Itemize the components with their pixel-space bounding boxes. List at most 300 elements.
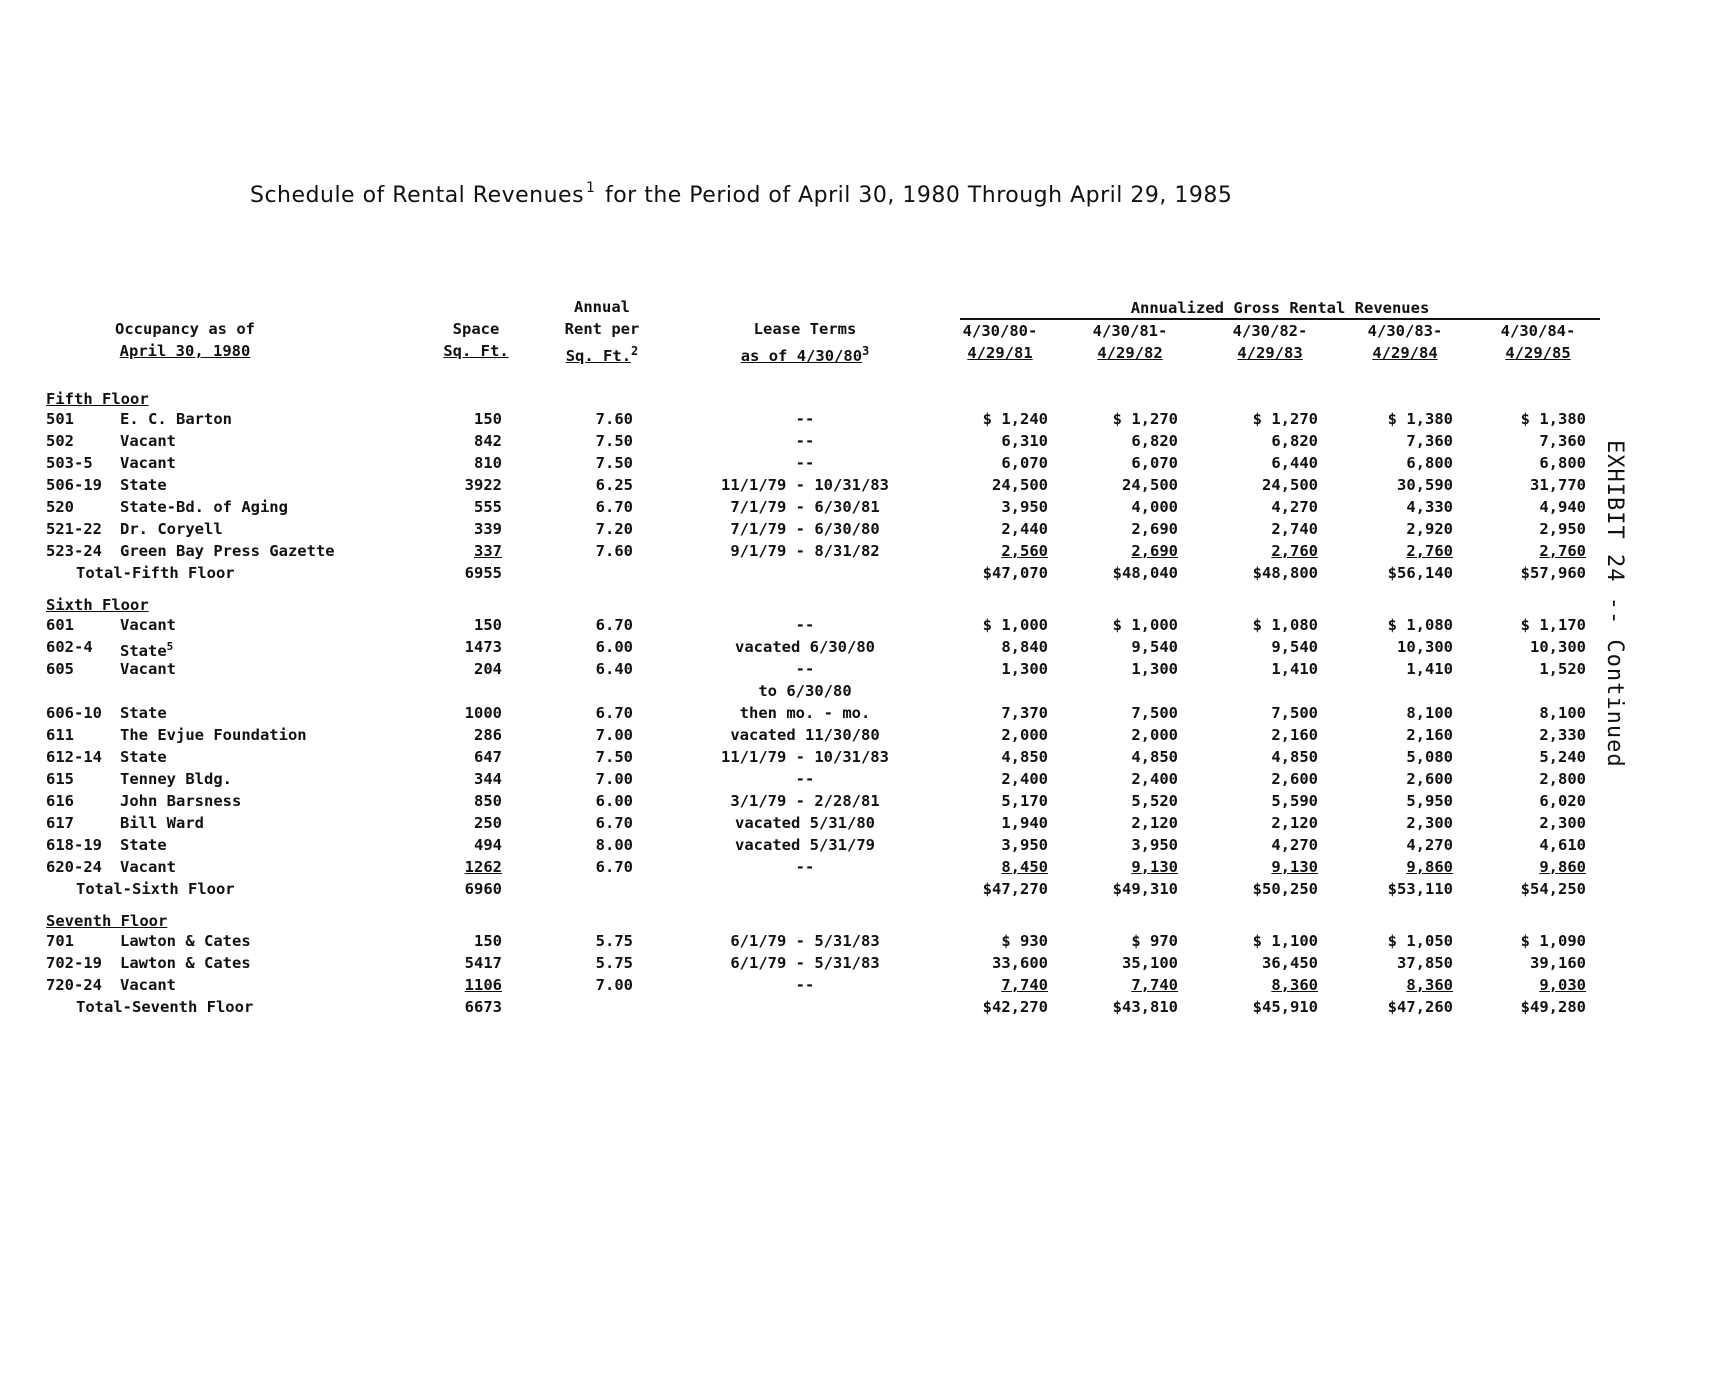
revenue-period-2: $ 970 bbox=[1131, 932, 1178, 950]
unit-number: 506-19 bbox=[46, 476, 102, 494]
unit-number: 616 bbox=[46, 792, 74, 810]
lease-terms: 11/1/79 - 10/31/83 bbox=[721, 748, 889, 766]
space-sqft: 339 bbox=[474, 520, 502, 538]
section-heading bbox=[0, 594, 1722, 616]
lease-terms: 6/1/79 - 5/31/83 bbox=[730, 954, 880, 972]
revenue-period-3: $ 1,270 bbox=[1252, 410, 1318, 428]
table-row bbox=[0, 790, 1722, 812]
floor-total-label: Total-Seventh Floor bbox=[76, 998, 254, 1016]
rent-per-sqft: 6.70 bbox=[595, 858, 633, 876]
tenant-footnote: 5 bbox=[166, 640, 174, 653]
revenue-period-3: 2,120 bbox=[1271, 814, 1318, 832]
revenue-period-3: 8,360 bbox=[1271, 976, 1318, 994]
rent-per-sqft: 7.50 bbox=[595, 454, 633, 472]
revenue-period-1: 1,940 bbox=[1001, 814, 1048, 832]
rent-per-sqft: 7.20 bbox=[595, 520, 633, 538]
rent-per-sqft: 6.70 bbox=[595, 498, 633, 516]
unit-number: 501 bbox=[46, 410, 74, 428]
rent-per-sqft: 6.70 bbox=[595, 704, 633, 722]
space-sqft: 810 bbox=[474, 454, 502, 472]
revenue-period-4: 4,270 bbox=[1406, 836, 1453, 854]
revenue-period-5: 4,610 bbox=[1539, 836, 1586, 854]
revenue-period-3: 6,820 bbox=[1271, 432, 1318, 450]
tenant-name: Vacant bbox=[120, 616, 176, 634]
revenue-period-5: 2,760 bbox=[1539, 542, 1586, 560]
rent-per-sqft: 6.00 bbox=[595, 792, 633, 810]
revenue-period-2: 1,300 bbox=[1131, 660, 1178, 678]
rent-per-sqft: 7.00 bbox=[595, 976, 633, 994]
period-header-1-end: 4/29/81 bbox=[967, 344, 1033, 362]
revenue-period-3: 4,270 bbox=[1271, 498, 1318, 516]
table-row bbox=[0, 952, 1722, 974]
lease-header-line2: as of 4/30/80 bbox=[740, 347, 863, 365]
revenue-period-1: 3,950 bbox=[1001, 836, 1048, 854]
unit-number: 720-24 bbox=[46, 976, 102, 994]
lease-terms: -- bbox=[795, 858, 815, 876]
unit-number: 618-19 bbox=[46, 836, 102, 854]
lease-terms: then mo. - mo. bbox=[739, 704, 871, 722]
tenant-name: Dr. Coryell bbox=[120, 520, 223, 538]
title-footnote: 1 bbox=[586, 180, 596, 196]
rent-per-sqft: 6.25 bbox=[595, 476, 633, 494]
revenue-period-1: 4,850 bbox=[1001, 748, 1048, 766]
revenue-period-3: 2,600 bbox=[1271, 770, 1318, 788]
space-sqft: 286 bbox=[474, 726, 502, 744]
period-header-3-end: 4/29/83 bbox=[1237, 344, 1303, 362]
tenant-name: Vacant bbox=[120, 660, 176, 678]
revenue-period-3: 2,740 bbox=[1271, 520, 1318, 538]
period-header-1 bbox=[952, 320, 1048, 364]
revenue-period-4: 30,590 bbox=[1397, 476, 1453, 494]
space-sqft: 494 bbox=[474, 836, 502, 854]
revenue-period-2: 9,130 bbox=[1131, 858, 1178, 876]
revenue-period-5: $ 1,090 bbox=[1520, 932, 1586, 950]
unit-number: 701 bbox=[46, 932, 74, 950]
unit-number: 702-19 bbox=[46, 954, 102, 972]
unit-number: 606-10 bbox=[46, 704, 102, 722]
revenue-period-4: 2,160 bbox=[1406, 726, 1453, 744]
title-main: Schedule of Rental Revenues bbox=[250, 183, 585, 208]
revenue-period-4: $ 1,380 bbox=[1387, 410, 1453, 428]
period-header-5-start: 4/30/84- bbox=[1500, 322, 1576, 340]
lease-terms: 3/1/79 - 2/28/81 bbox=[730, 792, 880, 810]
table-row bbox=[0, 614, 1722, 636]
revenue-period-3: 1,410 bbox=[1271, 660, 1318, 678]
rent-header-line1: Annual bbox=[574, 298, 630, 316]
space-sqft: 842 bbox=[474, 432, 502, 450]
table-row bbox=[0, 658, 1722, 680]
revenue-period-5: 2,950 bbox=[1539, 520, 1586, 538]
rent-header-line2: Rent per bbox=[564, 320, 640, 338]
tenant-name: Green Bay Press Gazette bbox=[120, 542, 335, 560]
revenue-period-2: 2,120 bbox=[1131, 814, 1178, 832]
rent-per-sqft: 6.40 bbox=[595, 660, 633, 678]
table-row bbox=[0, 680, 1722, 702]
tenant-name: Vacant bbox=[120, 976, 176, 994]
revenue-period-5: 31,770 bbox=[1530, 476, 1586, 494]
space-sqft: 5417 bbox=[464, 954, 502, 972]
space-sqft: 150 bbox=[474, 932, 502, 950]
revenue-period-5: 9,860 bbox=[1539, 858, 1586, 876]
floor-total-period-1: $42,270 bbox=[982, 998, 1048, 1016]
lease-terms: 7/1/79 - 6/30/80 bbox=[730, 520, 880, 538]
table-row bbox=[0, 856, 1722, 878]
revenue-period-5: 7,360 bbox=[1539, 432, 1586, 450]
revenue-period-2: $ 1,000 bbox=[1112, 616, 1178, 634]
revenue-period-1: 1,300 bbox=[1001, 660, 1048, 678]
unit-number: 605 bbox=[46, 660, 74, 678]
table-row bbox=[0, 768, 1722, 790]
revenue-period-5: 2,800 bbox=[1539, 770, 1586, 788]
table-row bbox=[0, 408, 1722, 430]
revenue-period-2: 3,950 bbox=[1131, 836, 1178, 854]
revenue-period-2: 5,520 bbox=[1131, 792, 1178, 810]
rent-per-sqft: 6.70 bbox=[595, 616, 633, 634]
space-sqft: 555 bbox=[474, 498, 502, 516]
space-sqft: 150 bbox=[474, 616, 502, 634]
revenue-period-4: $ 1,050 bbox=[1387, 932, 1453, 950]
revenue-period-5: 8,100 bbox=[1539, 704, 1586, 722]
revenue-period-3: 24,500 bbox=[1262, 476, 1318, 494]
floor-total-period-2: $48,040 bbox=[1112, 564, 1178, 582]
lease-terms: -- bbox=[795, 976, 815, 994]
lease-terms: -- bbox=[795, 616, 815, 634]
space-sqft: 1473 bbox=[464, 638, 502, 656]
revenue-period-2: 2,400 bbox=[1131, 770, 1178, 788]
revenue-period-2: 6,070 bbox=[1131, 454, 1178, 472]
space-header bbox=[436, 318, 516, 362]
floor-total-period-4: $53,110 bbox=[1387, 880, 1453, 898]
tenant-name: State bbox=[120, 704, 167, 722]
revenue-period-4: 2,600 bbox=[1406, 770, 1453, 788]
revenue-period-4: 2,760 bbox=[1406, 542, 1453, 560]
tenant-name: State bbox=[120, 836, 167, 854]
rent-per-sqft: 7.60 bbox=[595, 410, 633, 428]
total-row bbox=[0, 878, 1722, 900]
section-title: Sixth Floor bbox=[46, 596, 149, 614]
space-sqft: 250 bbox=[474, 814, 502, 832]
lease-terms: vacated 5/31/79 bbox=[735, 836, 875, 854]
lease-terms: -- bbox=[795, 410, 815, 428]
revenue-period-5: 5,240 bbox=[1539, 748, 1586, 766]
period-header-5 bbox=[1490, 320, 1586, 364]
rent-per-sqft: 7.00 bbox=[595, 726, 633, 744]
revenue-period-3: 6,440 bbox=[1271, 454, 1318, 472]
revenue-period-1: 2,000 bbox=[1001, 726, 1048, 744]
rent-header bbox=[552, 296, 652, 367]
tenant-name: Vacant bbox=[120, 432, 176, 450]
lease-terms: 11/1/79 - 10/31/83 bbox=[721, 476, 889, 494]
revenue-period-3: 36,450 bbox=[1262, 954, 1318, 972]
revenue-period-3: 5,590 bbox=[1271, 792, 1318, 810]
revenue-period-3: 2,760 bbox=[1271, 542, 1318, 560]
revenue-period-5: $ 1,380 bbox=[1520, 410, 1586, 428]
revenue-period-2: 2,690 bbox=[1131, 520, 1178, 538]
rent-per-sqft: 6.70 bbox=[595, 814, 633, 832]
space-header-line2: Sq. Ft. bbox=[443, 342, 509, 360]
tenant-name: John Barsness bbox=[120, 792, 242, 810]
floor-total-period-1: $47,270 bbox=[982, 880, 1048, 898]
title-rest: for the Period of April 30, 1980 Through April 29, 1985 bbox=[604, 183, 1233, 208]
revenue-period-4: 4,330 bbox=[1406, 498, 1453, 516]
unit-number: 611 bbox=[46, 726, 74, 744]
floor-total-sqft: 6960 bbox=[464, 880, 502, 898]
revenue-period-1: 2,560 bbox=[1001, 542, 1048, 560]
table-row bbox=[0, 636, 1722, 661]
revenue-period-2: 9,540 bbox=[1131, 638, 1178, 656]
revenue-period-4: 5,080 bbox=[1406, 748, 1453, 766]
revenue-period-3: $ 1,080 bbox=[1252, 616, 1318, 634]
revenue-period-1: 2,440 bbox=[1001, 520, 1048, 538]
floor-total-label: Total-Sixth Floor bbox=[76, 880, 235, 898]
floor-total-period-2: $43,810 bbox=[1112, 998, 1178, 1016]
floor-total-period-2: $49,310 bbox=[1112, 880, 1178, 898]
revenue-period-5: 4,940 bbox=[1539, 498, 1586, 516]
revenue-period-5: 6,800 bbox=[1539, 454, 1586, 472]
revenue-period-2: 7,740 bbox=[1131, 976, 1178, 994]
rent-per-sqft: 7.60 bbox=[595, 542, 633, 560]
lease-header bbox=[720, 318, 890, 367]
revenue-period-1: 6,310 bbox=[1001, 432, 1048, 450]
revenue-period-4: 6,800 bbox=[1406, 454, 1453, 472]
revenue-period-4: 7,360 bbox=[1406, 432, 1453, 450]
revenue-period-2: 4,850 bbox=[1131, 748, 1178, 766]
rent-per-sqft: 7.50 bbox=[595, 748, 633, 766]
unit-number: 602-4 bbox=[46, 638, 93, 656]
revenue-period-1: 33,600 bbox=[992, 954, 1048, 972]
period-header-2-start: 4/30/81- bbox=[1092, 322, 1168, 340]
period-header-2-end: 4/29/82 bbox=[1097, 344, 1163, 362]
rent-per-sqft: 8.00 bbox=[595, 836, 633, 854]
period-header-3 bbox=[1222, 320, 1318, 364]
space-sqft: 1106 bbox=[464, 976, 502, 994]
unit-number: 617 bbox=[46, 814, 74, 832]
tenant-name: Lawton & Cates bbox=[120, 932, 251, 950]
revenue-period-2: 4,000 bbox=[1131, 498, 1178, 516]
floor-total-label: Total-Fifth Floor bbox=[76, 564, 235, 582]
revenue-period-1: 8,450 bbox=[1001, 858, 1048, 876]
space-sqft: 850 bbox=[474, 792, 502, 810]
lease-terms: -- bbox=[795, 432, 815, 450]
revenue-period-1: $ 1,000 bbox=[982, 616, 1048, 634]
revenue-period-1: 24,500 bbox=[992, 476, 1048, 494]
space-sqft: 150 bbox=[474, 410, 502, 428]
unit-number: 523-24 bbox=[46, 542, 102, 560]
floor-total-period-5: $57,960 bbox=[1520, 564, 1586, 582]
occupancy-header-line1: Occupancy as of bbox=[115, 320, 255, 338]
lease-terms: vacated 11/30/80 bbox=[730, 726, 880, 744]
lease-header-footnote: 3 bbox=[862, 344, 870, 358]
floor-total-period-3: $48,800 bbox=[1252, 564, 1318, 582]
revenue-period-5: 2,330 bbox=[1539, 726, 1586, 744]
floor-total-period-5: $54,250 bbox=[1520, 880, 1586, 898]
total-row bbox=[0, 562, 1722, 584]
table-row bbox=[0, 812, 1722, 834]
table-row bbox=[0, 430, 1722, 452]
space-sqft: 3922 bbox=[464, 476, 502, 494]
space-sqft: 647 bbox=[474, 748, 502, 766]
page-title bbox=[250, 180, 1400, 208]
revenue-period-5: 9,030 bbox=[1539, 976, 1586, 994]
revenue-period-4: 37,850 bbox=[1397, 954, 1453, 972]
tenant-name: Bill Ward bbox=[120, 814, 204, 832]
revenue-period-1: 7,740 bbox=[1001, 976, 1048, 994]
revenue-period-3: 7,500 bbox=[1271, 704, 1318, 722]
revenue-period-1: 7,370 bbox=[1001, 704, 1048, 722]
lease-terms: to 6/30/80 bbox=[758, 682, 852, 700]
revenue-period-2: 35,100 bbox=[1122, 954, 1178, 972]
period-header-4-start: 4/30/83- bbox=[1367, 322, 1443, 340]
period-header-4-end: 4/29/84 bbox=[1372, 344, 1438, 362]
space-sqft: 204 bbox=[474, 660, 502, 678]
revenue-period-5: 39,160 bbox=[1530, 954, 1586, 972]
unit-number: 601 bbox=[46, 616, 74, 634]
occupancy-header-line2: April 30, 1980 bbox=[119, 342, 251, 360]
floor-total-period-3: $50,250 bbox=[1252, 880, 1318, 898]
revenues-header: Annualized Gross Rental Revenues bbox=[960, 298, 1600, 320]
revenue-period-4: $ 1,080 bbox=[1387, 616, 1453, 634]
floor-total-sqft: 6955 bbox=[464, 564, 502, 582]
space-sqft: 1000 bbox=[464, 704, 502, 722]
revenue-period-5: 1,520 bbox=[1539, 660, 1586, 678]
revenue-period-4: 2,300 bbox=[1406, 814, 1453, 832]
floor-total-period-4: $56,140 bbox=[1387, 564, 1453, 582]
period-header-4 bbox=[1357, 320, 1453, 364]
revenue-period-4: 5,950 bbox=[1406, 792, 1453, 810]
period-header-5-end: 4/29/85 bbox=[1505, 344, 1571, 362]
unit-number: 612-14 bbox=[46, 748, 102, 766]
space-sqft: 337 bbox=[474, 542, 502, 560]
revenue-period-1: $ 1,240 bbox=[982, 410, 1048, 428]
table-row bbox=[0, 474, 1722, 496]
revenue-period-2: 2,000 bbox=[1131, 726, 1178, 744]
tenant-name: Vacant bbox=[120, 858, 176, 876]
unit-number: 615 bbox=[46, 770, 74, 788]
tenant-name: Lawton & Cates bbox=[120, 954, 251, 972]
lease-terms: vacated 6/30/80 bbox=[735, 638, 875, 656]
table-row bbox=[0, 496, 1722, 518]
unit-number: 520 bbox=[46, 498, 74, 516]
space-sqft: 344 bbox=[474, 770, 502, 788]
lease-terms: vacated 5/31/80 bbox=[735, 814, 875, 832]
rent-header-line3: Sq. Ft. bbox=[565, 347, 632, 365]
revenue-period-3: 4,850 bbox=[1271, 748, 1318, 766]
table-row bbox=[0, 452, 1722, 474]
tenant-name: Tenney Bldg. bbox=[120, 770, 232, 788]
table-row bbox=[0, 702, 1722, 724]
tenant-name: The Evjue Foundation bbox=[120, 726, 307, 744]
revenue-period-1: 5,170 bbox=[1001, 792, 1048, 810]
lease-terms: 7/1/79 - 6/30/81 bbox=[730, 498, 880, 516]
revenue-period-5: 6,020 bbox=[1539, 792, 1586, 810]
revenue-period-1: 3,950 bbox=[1001, 498, 1048, 516]
lease-terms: -- bbox=[795, 454, 815, 472]
rent-per-sqft: 5.75 bbox=[595, 932, 633, 950]
table-row bbox=[0, 930, 1722, 952]
table-row bbox=[0, 518, 1722, 540]
unit-number: 620-24 bbox=[46, 858, 102, 876]
lease-terms: -- bbox=[795, 660, 815, 678]
table-row bbox=[0, 974, 1722, 996]
revenue-period-5: $ 1,170 bbox=[1520, 616, 1586, 634]
tenant-name: State-Bd. of Aging bbox=[120, 498, 288, 516]
rent-per-sqft: 5.75 bbox=[595, 954, 633, 972]
revenue-period-3: $ 1,100 bbox=[1252, 932, 1318, 950]
revenue-period-3: 2,160 bbox=[1271, 726, 1318, 744]
table-row bbox=[0, 724, 1722, 746]
unit-number: 502 bbox=[46, 432, 74, 450]
tenant-name: State bbox=[120, 476, 167, 494]
revenue-period-2: 7,500 bbox=[1131, 704, 1178, 722]
floor-total-period-1: $47,070 bbox=[982, 564, 1048, 582]
section-title: Seventh Floor bbox=[46, 912, 168, 930]
period-header-3-start: 4/30/82- bbox=[1232, 322, 1308, 340]
revenue-period-4: 9,860 bbox=[1406, 858, 1453, 876]
revenue-period-4: 8,360 bbox=[1406, 976, 1453, 994]
section-heading bbox=[0, 388, 1722, 410]
lease-header-line1: Lease Terms bbox=[753, 320, 857, 338]
table-row bbox=[0, 746, 1722, 768]
space-sqft: 1262 bbox=[464, 858, 502, 876]
unit-number: 503-5 bbox=[46, 454, 93, 472]
period-header-1-start: 4/30/80- bbox=[962, 322, 1038, 340]
revenue-period-1: $ 930 bbox=[1001, 932, 1048, 950]
floor-total-period-4: $47,260 bbox=[1387, 998, 1453, 1016]
revenue-period-2: 24,500 bbox=[1122, 476, 1178, 494]
revenue-period-5: 10,300 bbox=[1530, 638, 1586, 656]
unit-number: 521-22 bbox=[46, 520, 102, 538]
section-title: Fifth Floor bbox=[46, 390, 149, 408]
rent-per-sqft: 7.00 bbox=[595, 770, 633, 788]
revenue-period-4: 10,300 bbox=[1397, 638, 1453, 656]
revenue-period-4: 2,920 bbox=[1406, 520, 1453, 538]
occupancy-header bbox=[90, 318, 280, 362]
revenue-period-3: 9,540 bbox=[1271, 638, 1318, 656]
floor-total-period-3: $45,910 bbox=[1252, 998, 1318, 1016]
table-row bbox=[0, 834, 1722, 856]
exhibit-label: EXHIBIT 24 -- Continued bbox=[1602, 440, 1627, 768]
revenue-period-2: $ 1,270 bbox=[1112, 410, 1178, 428]
rent-per-sqft: 6.00 bbox=[595, 638, 633, 656]
revenue-period-1: 8,840 bbox=[1001, 638, 1048, 656]
floor-total-sqft: 6673 bbox=[464, 998, 502, 1016]
revenue-period-5: 2,300 bbox=[1539, 814, 1586, 832]
revenue-period-1: 6,070 bbox=[1001, 454, 1048, 472]
revenue-period-4: 1,410 bbox=[1406, 660, 1453, 678]
rent-header-footnote: 2 bbox=[631, 344, 639, 358]
floor-total-period-5: $49,280 bbox=[1520, 998, 1586, 1016]
revenue-period-2: 2,690 bbox=[1131, 542, 1178, 560]
rent-per-sqft: 7.50 bbox=[595, 432, 633, 450]
lease-terms: 9/1/79 - 8/31/82 bbox=[730, 542, 880, 560]
period-header-2 bbox=[1082, 320, 1178, 364]
revenue-period-3: 9,130 bbox=[1271, 858, 1318, 876]
lease-terms: -- bbox=[795, 770, 815, 788]
revenue-period-3: 4,270 bbox=[1271, 836, 1318, 854]
total-row bbox=[0, 996, 1722, 1018]
tenant-name: E. C. Barton bbox=[120, 410, 232, 428]
tenant-name: State$^5$ bbox=[120, 640, 174, 661]
table-row bbox=[0, 540, 1722, 562]
revenue-period-4: 8,100 bbox=[1406, 704, 1453, 722]
revenue-period-2: 6,820 bbox=[1131, 432, 1178, 450]
lease-terms: 6/1/79 - 5/31/83 bbox=[730, 932, 880, 950]
space-header-line1: Space bbox=[452, 320, 500, 338]
tenant-name: Vacant bbox=[120, 454, 176, 472]
tenant-name: State bbox=[120, 748, 167, 766]
revenue-period-1: 2,400 bbox=[1001, 770, 1048, 788]
section-heading bbox=[0, 910, 1722, 932]
